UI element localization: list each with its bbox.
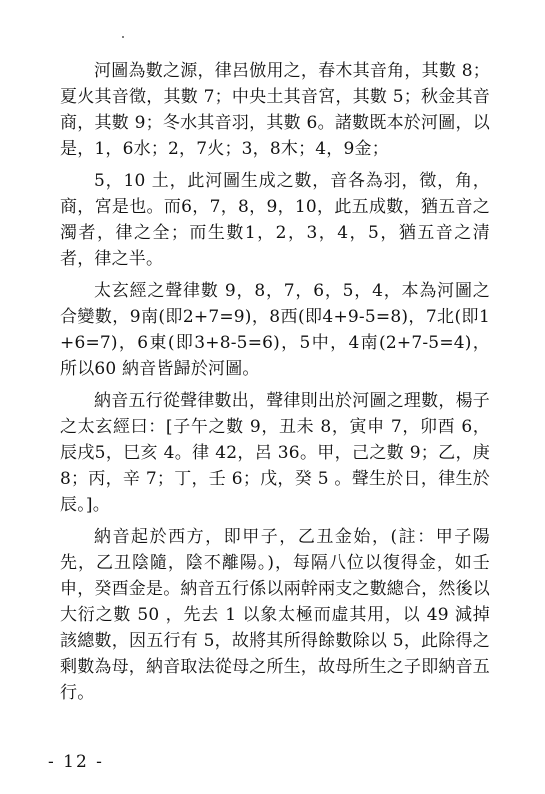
paragraph: 太玄經之聲律數 9，8，7，6，5，4，本為河圖之合變數，9南(即2+7=9)，8西(即4+9-5=8)，7北(即1+6=7)，6東(即3+8-5=6)，5中，4南(2+7-5=4)，所以60 納音皆歸於河圖。 <box>60 281 490 379</box>
paragraph: 納音五行從聲律數出，聲律則出於河圖之理數，楊子之太玄經曰：[子午之數 9，丑未 8，寅申 7，卯酉 6，辰戌5，巳亥 4。律 42，呂 36。甲，己之數 9；乙，庚8；丙，辛 7；丁，壬 6；戊，癸 5 。聲生於日，律生於辰。]。 <box>60 391 490 515</box>
scan-speck <box>122 36 124 38</box>
body-text <box>60 58 490 712</box>
page-number: - 12 - <box>48 752 104 772</box>
paragraph: 河圖為數之源，律呂倣用之，春木其音角，其數 8；夏火其音徵，其數 7；中央土其音宮，其數 5；秋金其音商，其數 9；冬水其音羽，其數 6。諸數既本於河圖，以是，1，6水；2，7火；3，8木；4，9金； <box>60 61 490 159</box>
paragraph: 5，10 土，此河圖生成之數，音各為羽，徵，角，商，宮是也。而6，7，8，9，10，此五成數，猶五音之濁者，律之全；而生數1，2，3，4，5，猶五音之清者，律之半。 <box>60 171 490 269</box>
paragraph: 納音起於西方，即甲子，乙丑金始，(註：甲子陽先，乙丑陰隨，陰不離陽。)，每隔八位以復得金，如壬申，癸酉金是。納音五行係以兩幹兩支之數總合，然後以大衍之數 50 ，先去 1 以象太極而虛其用，以 49 減掉該總數，因五行有 5，故將其所得餘數除以 5，此除得之剩數為母，納音取法從母之所生，故母所生之子即納音五行。 <box>60 527 490 703</box>
